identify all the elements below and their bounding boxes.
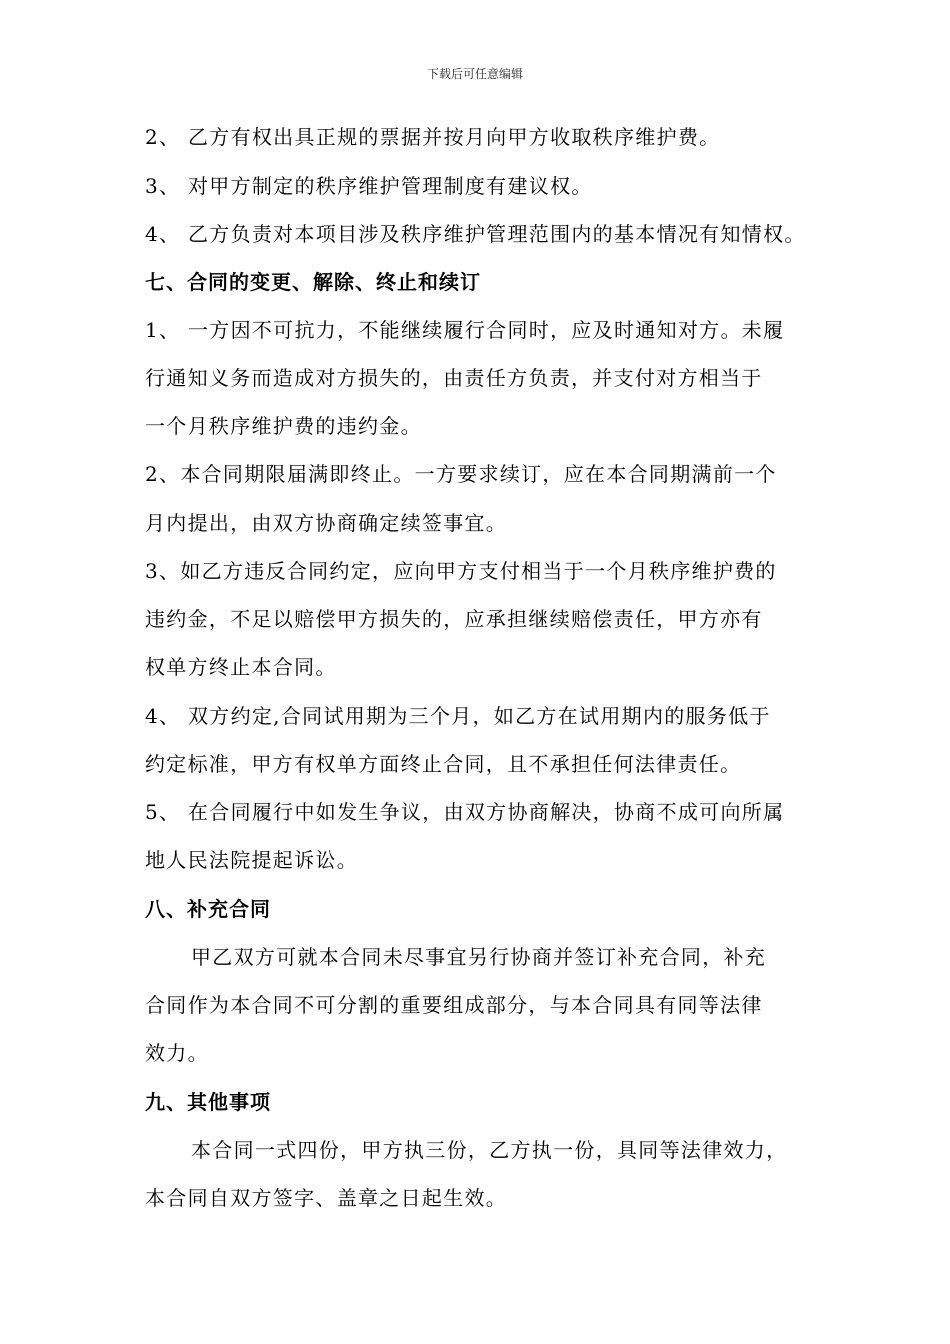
section-heading: 九、其他事项 [145,1090,271,1114]
clause-line: 一个月秩序维护费的违约金。 [145,414,422,438]
clause-line: 2、本合同期限届满即终止。一方要求续订，应在本合同期满前一个 [145,462,777,486]
clause-line: 3、如乙方违反合同约定，应向甲方支付相当于一个月秩序维护费的 [145,559,777,583]
clause-line: 月内提出，由双方协商确定续签事宜。 [145,511,508,535]
section-heading: 七、合同的变更、解除、终止和续订 [145,270,481,294]
paragraph-line: 本合同自双方签字、盖章之日起生效。 [145,1186,508,1210]
clause-line: 4、 双方约定,合同试用期为三个月，如乙方在试用期内的服务低于 [145,704,771,728]
clause-line: 3、 对甲方制定的秩序维护管理制度有建议权。 [145,174,593,198]
clause-line: 行通知义务而造成对方损失的，由责任方负责，并支付对方相当于 [145,366,763,390]
clause-line: 1、 一方因不可抗力，不能继续履行合同时，应及时通知对方。未履 [145,318,785,342]
paragraph-line: 本合同一式四份，甲方执三份，乙方执一份，具同等法律效力， [191,1138,788,1162]
paragraph-line: 合同作为本合同不可分割的重要组成部分，与本合同具有同等法律 [145,993,763,1017]
clause-line: 2、 乙方有权出具正规的票据并按月向甲方收取秩序维护费。 [145,125,721,149]
section-heading: 八、补充合同 [145,897,271,921]
paragraph-line: 效力。 [145,1041,209,1065]
clause-line: 约定标准，甲方有权单方面终止合同，且不承担任何法律责任。 [145,752,742,776]
clause-line: 违约金，不足以赔偿甲方损失的，应承担继续赔偿责任，甲方亦有 [145,607,763,631]
clause-line: 权单方终止本合同。 [145,655,337,679]
clause-line: 4、 乙方负责对本项目涉及秩序维护管理范围内的基本情况有知情权。 [145,222,806,246]
clause-line: 地人民法院提起诉讼。 [145,848,358,872]
paragraph-line: 甲乙双方可就本合同未尽事宜另行协商并签订补充合同，补充 [191,945,767,969]
page-header: 下载后可任意编辑 [426,67,523,81]
clause-line: 5、 在合同履行中如发生争议，由双方协商解决，协商不成可向所属 [145,800,785,824]
